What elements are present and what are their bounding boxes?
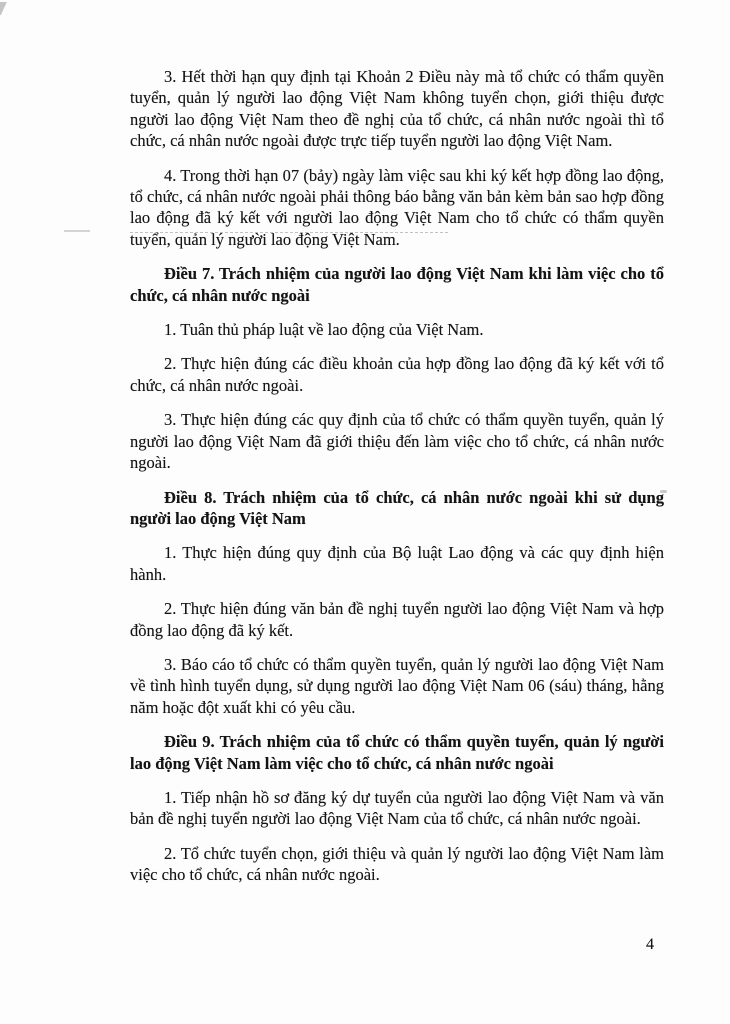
scan-corner-artifact xyxy=(0,2,9,15)
heading-article-8: Điều 8. Trách nhiệm của tổ chức, cá nhân nước ngoài khi sử dụng người lao động Việt Nam xyxy=(130,487,664,528)
article-7-clause-1: 1. Tuân thủ pháp luật về lao động của Việt Nam. xyxy=(164,320,484,340)
article-7-clause-2: 2. Thực hiện đúng các điều khoản của hợp đồng lao động đã ký kết với tổ chức, cá nhân nước ngoài. xyxy=(130,354,664,395)
article-9-clause-2: 2. Tổ chức tuyển chọn, giới thiệu và quản lý người lao động Việt Nam làm việc cho tổ chức, cá nhân nước ngoài. xyxy=(130,843,664,885)
article-7-clause-3: 3. Thực hiện đúng các quy định của tổ chức có thẩm quyền tuyển, quản lý người lao động Việt Nam đã giới thiệu đến làm việc cho tổ chức, cá nhân nước ngoài. xyxy=(130,410,664,473)
article-8-clause-1: 1. Thực hiện đúng quy định của Bộ luật Lao động và các quy định hiện hành. xyxy=(130,543,664,584)
heading-article-7: Điều 7. Trách nhiệm của người lao động Việt Nam khi làm việc cho tổ chức, cá nhân nước ngoài xyxy=(130,264,664,305)
scan-dash-artifact xyxy=(64,230,90,232)
paragraph-clause-3: 3. Hết thời hạn quy định tại Khoản 2 Điều này mà tổ chức có thẩm quyền tuyển, quản lý người lao động Việt Nam không tuyển chọn, giới thiệu được người lao động Việt Nam theo đề nghị của tổ chức, cá nhân nước ngoài thì tổ chức, cá nhân nước ngoài được trực tiếp tuyển người lao động Việt Nam. xyxy=(130,67,664,151)
paragraph-clause-4: 4. Trong thời hạn 07 (bảy) ngày làm việc sau khi ký kết hợp đồng lao động, tổ chức, cá nhân nước ngoài phải thông báo bằng văn bản kèm bản sao hợp đồng lao động đã ký kết với người lao động Việt Nam cho tổ chức có thẩm quyền tuyển, quản lý người lao động Việt Nam. xyxy=(130,165,664,249)
article-8-clause-3: 3. Báo cáo tổ chức có thẩm quyền tuyển, quản lý người lao động Việt Nam về tình hình tuyển dụng, sử dụng người lao động Việt Nam 06 (sáu) tháng, hằng năm hoặc đột xuất khi có yêu cầu. xyxy=(130,654,664,717)
article-8-clause-2: 2. Thực hiện đúng văn bản đề nghị tuyển người lao động Việt Nam và hợp đồng lao động đã ký kết. xyxy=(130,599,664,640)
page-number: 4 xyxy=(646,936,654,953)
heading-article-9: Điều 9. Trách nhiệm của tổ chức có thẩm quyền tuyển, quản lý người lao động Việt Nam làm việc cho tổ chức, cá nhân nước ngoài xyxy=(130,732,664,773)
document-body xyxy=(130,66,664,899)
article-9-clause-1: 1. Tiếp nhận hồ sơ đăng ký dự tuyển của người lao động Việt Nam và văn bản đề nghị tuyển người lao động Việt Nam của tổ chức, cá nhân nước ngoài. xyxy=(130,787,664,829)
